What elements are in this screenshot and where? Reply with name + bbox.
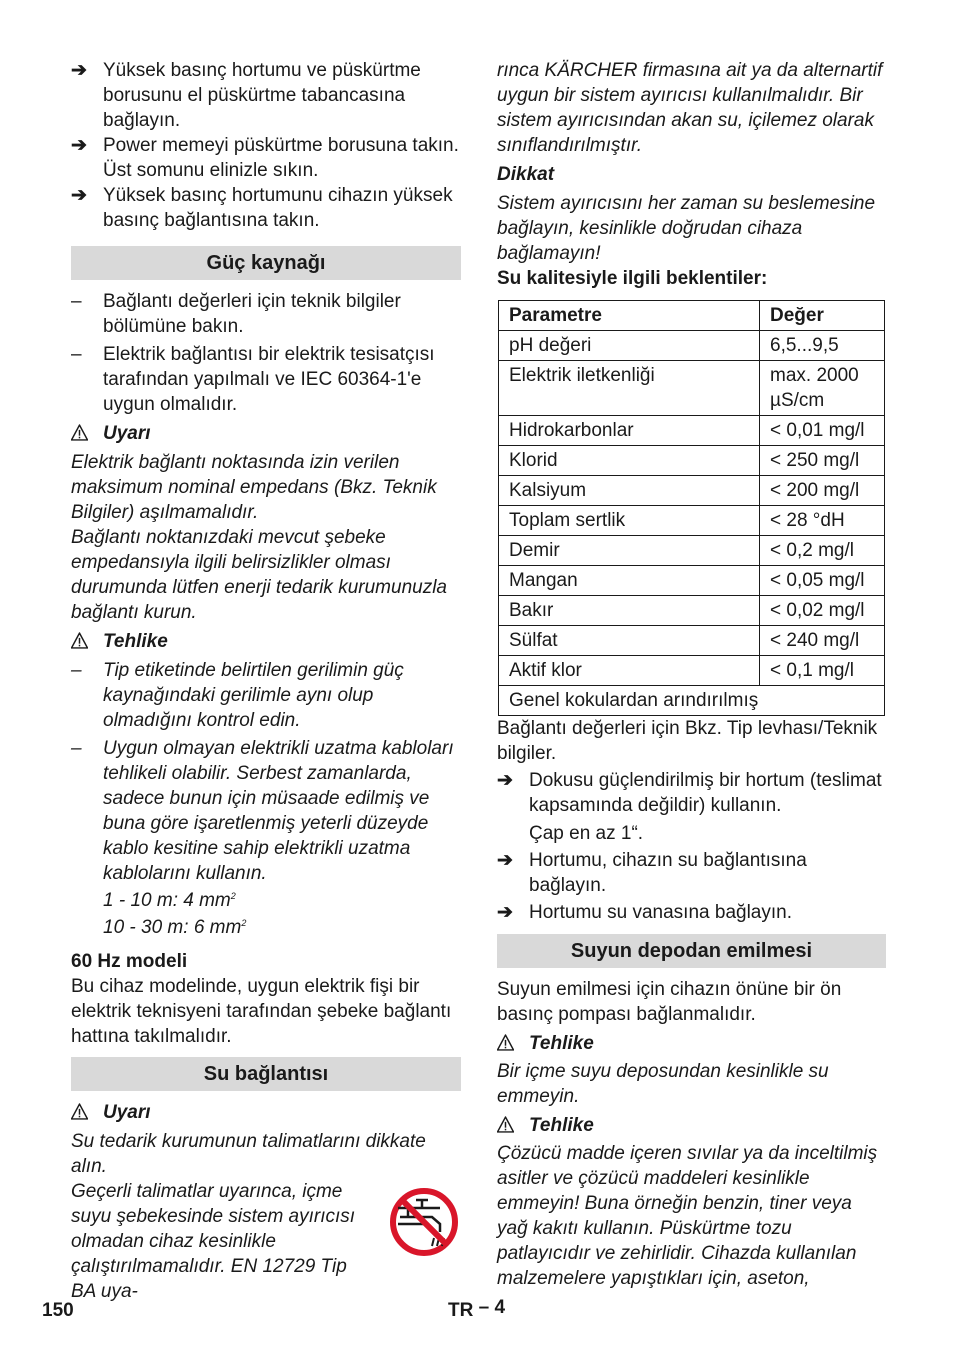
body-text: Bağlantı değerleri için Bkz. Tip levhası/Teknik bilgiler. — [497, 718, 878, 764]
step-item — [71, 183, 461, 233]
warning-triangle-icon — [497, 1116, 514, 1133]
table-row — [499, 331, 885, 361]
step-text: Dokusu güçlendirilmiş bir hortum (teslimat kapsamında değildir) kullanın. — [529, 770, 882, 816]
table-cell: Elektrik iletkenliği — [499, 361, 760, 416]
table-cell: Sülfat — [499, 626, 760, 656]
warning-triangle-icon — [71, 1103, 88, 1120]
superscript: 2 — [241, 918, 247, 928]
table-row — [499, 476, 885, 506]
danger-text: Çözücü madde içeren sıvılar ya da inceltilmiş asitler ve çözücü maddeleri kesinlikle emmeyin! Buna örneğin benzin, tiner veya yağ kakıtı kullanın. Püskürtme tozu patlayıcıdır ve zehirlidir. Cihazda kullanılan malzemelere yapıştıkları için, aseton, — [497, 1143, 878, 1289]
warning-text: Elektrik bağlantı noktasında izin verilen maksimum nominal empedans (Bkz. Teknik Bilgiler) aşılmamalıdır. — [71, 452, 437, 523]
arrow-icon: ➔ — [497, 850, 513, 871]
warning-text: Su tedarik kurumunun talimatlarını dikkate alın. — [71, 1131, 426, 1177]
arrow-icon: ➔ — [497, 770, 513, 791]
step-item — [71, 133, 461, 183]
cable-size-text: 1 - 10 m: 4 mm — [103, 890, 231, 911]
step-item — [497, 848, 886, 898]
danger-heading — [497, 1113, 886, 1138]
warning-heading — [71, 1100, 461, 1125]
table-cell: Klorid — [499, 446, 760, 476]
dash-bullet: – — [71, 660, 82, 681]
language-code: TR — [448, 1300, 474, 1321]
danger-heading — [497, 1031, 886, 1056]
danger-label: Tehlike — [529, 1115, 594, 1136]
subheading-water-quality: Su kalitesiyle ilgili beklentiler: — [497, 268, 768, 289]
dash-bullet: – — [71, 291, 82, 312]
table-cell: < 240 mg/l — [760, 626, 885, 656]
danger-label: Tehlike — [529, 1033, 594, 1054]
cable-size-text: 10 - 30 m: 6 mm — [103, 917, 242, 938]
table-cell: Kalsiyum — [499, 476, 760, 506]
table-row — [499, 446, 885, 476]
table-cell: Bakır — [499, 596, 760, 626]
table-cell: 6,5...9,5 — [760, 331, 885, 361]
continued-text: rınca KÄRCHER firmasına ait ya da alternartif uygun bir sistem ayırıcısı kullanılmalıdır. Bir sistem ayırıcısından akan su, içilemez olarak sınıflandırılmıştır. — [497, 60, 883, 156]
step-text: Hortumu su vanasına bağlayın. — [529, 902, 792, 923]
table-row — [499, 416, 885, 446]
arrow-icon: ➔ — [497, 902, 513, 923]
table-row — [499, 506, 885, 536]
step-item — [497, 768, 886, 818]
body-text: Bu cihaz modelinde, uygun elektrik fişi bir elektrik teknisyeni tarafından şebeke bağlantı hattına takılmalıdır. — [71, 976, 452, 1047]
table-cell: Aktif klor — [499, 656, 760, 686]
list-item — [71, 342, 461, 417]
table-cell: < 28 °dH — [760, 506, 885, 536]
superscript: 2 — [230, 891, 236, 901]
dash-bullet: – — [71, 344, 82, 365]
step-text: Yüksek basınç hortumunu cihazın yüksek basınç bağlantısına takın. — [103, 185, 453, 231]
list-item — [71, 658, 461, 733]
step-item — [497, 900, 886, 925]
table-header-cell: Değer — [760, 301, 885, 331]
danger-text: Bir içme suyu deposundan kesinlikle su emmeyin. — [497, 1061, 829, 1107]
table-cell: < 0,01 mg/l — [760, 416, 885, 446]
warning-label: Uyarı — [103, 423, 151, 444]
table-cell: max. 2000 µS/cm — [760, 361, 885, 416]
warning-triangle-icon — [71, 424, 88, 441]
left-column — [71, 58, 461, 1304]
list-text: Bağlantı değerleri için teknik bilgiler bölümüne bakın. — [103, 291, 401, 337]
no-drinking-water-connection-icon — [388, 1186, 460, 1258]
table-cell: < 0,02 mg/l — [760, 596, 885, 626]
right-column — [497, 58, 886, 1291]
table-cell: < 0,2 mg/l — [760, 536, 885, 566]
section-heading-suction: Suyun depodan emilmesi — [497, 934, 886, 968]
water-quality-table — [498, 300, 885, 716]
step-text: Hortumu, cihazın su bağlantısına bağlayın. — [529, 850, 807, 896]
cable-size-1 — [71, 888, 461, 913]
subheading-60hz: 60 Hz modeli — [71, 951, 188, 972]
attention-text: Sistem ayırıcısını her zaman su beslemesine bağlayın, kesinlikle doğrudan cihaza bağlamayın! — [497, 193, 876, 264]
table-header-cell: Parametre — [499, 301, 760, 331]
table-row — [499, 596, 885, 626]
footer-separator: – — [478, 1297, 490, 1318]
table-row — [499, 566, 885, 596]
warning-label: Uyarı — [103, 1102, 151, 1123]
footer-language — [448, 1298, 505, 1323]
table-cell: < 0,1 mg/l — [760, 656, 885, 686]
warning-text: Bağlantı noktanızdaki mevcut şebeke empedansıyla ilgili belirsizlikler olması durumunda lütfen enerji tedarik kurumunuzla bağlantı kurun. — [71, 527, 447, 623]
page-number: 150 — [42, 1300, 74, 1321]
hose-diameter-text: Çap en az 1“. — [529, 823, 644, 844]
step-text: Yüksek basınç hortumu ve püskürtme borusunu el püskürtme tabancasına bağlayın. — [103, 60, 421, 131]
table-cell: Demir — [499, 536, 760, 566]
list-item — [71, 289, 461, 339]
danger-label: Tehlike — [103, 631, 168, 652]
section-heading-power: Güç kaynağı — [71, 246, 461, 280]
footer-section-number: 4 — [494, 1297, 506, 1318]
arrow-icon: ➔ — [71, 135, 87, 156]
attention-label: Dikkat — [497, 164, 555, 185]
cable-size-2 — [71, 915, 461, 940]
warning-heading — [71, 421, 461, 446]
table-cell: Mangan — [499, 566, 760, 596]
dash-bullet: – — [71, 738, 82, 759]
table-row — [499, 626, 885, 656]
table-row — [499, 361, 885, 416]
list-item — [71, 736, 461, 886]
list-text: Elektrik bağlantısı bir elektrik tesisatçısı tarafından yapılmalı ve IEC 60364-1'e uygun olmalıdır. — [103, 344, 435, 415]
step-text: Power memeyi püskürtme borusuna takın. Üst somunu elinizle sıkın. — [103, 135, 459, 181]
danger-heading — [71, 629, 461, 654]
table-cell: Hidrokarbonlar — [499, 416, 760, 446]
section-heading-water: Su bağlantısı — [71, 1057, 461, 1091]
list-text: Tip etiketinde belirtilen gerilimin güç kaynağındaki gerilimle aynı olup olmadığını kontrol edin. — [103, 660, 404, 731]
table-header-row — [499, 301, 885, 331]
warning-triangle-icon — [497, 1034, 514, 1051]
body-text: Suyun emilmesi için cihazın önüne bir ön basınç pompası bağlanmalıdır. — [497, 979, 842, 1025]
arrow-icon: ➔ — [71, 185, 87, 206]
warning-triangle-icon — [71, 632, 88, 649]
step-item — [71, 58, 461, 133]
arrow-icon: ➔ — [71, 60, 87, 81]
table-cell: Toplam sertlik — [499, 506, 760, 536]
table-footer-row — [499, 686, 885, 716]
table-row — [499, 536, 885, 566]
list-text: Uygun olmayan elektrikli uzatma kabloları tehlikeli olabilir. Serbest zamanlarda, sadece bunun için müsaade edilmiş ve buna göre işaretlenmiş yeterli düzeyde kablo kesitine sahip elektrikli uzatma kablolarını kullanın. — [103, 738, 454, 884]
table-cell: < 200 mg/l — [760, 476, 885, 506]
table-cell: < 0,05 mg/l — [760, 566, 885, 596]
table-footer-cell: Genel kokulardan arındırılmış — [499, 686, 885, 716]
table-cell: pH değeri — [499, 331, 760, 361]
table-row — [499, 656, 885, 686]
table-cell: < 250 mg/l — [760, 446, 885, 476]
warning-text: Geçerli talimatlar uyarınca, içme suyu şebekesinde sistem ayırıcısı olmadan cihaz kesinlikle çalıştırılmamalıdır. EN 12729 Tip BA uya- — [71, 1181, 356, 1302]
